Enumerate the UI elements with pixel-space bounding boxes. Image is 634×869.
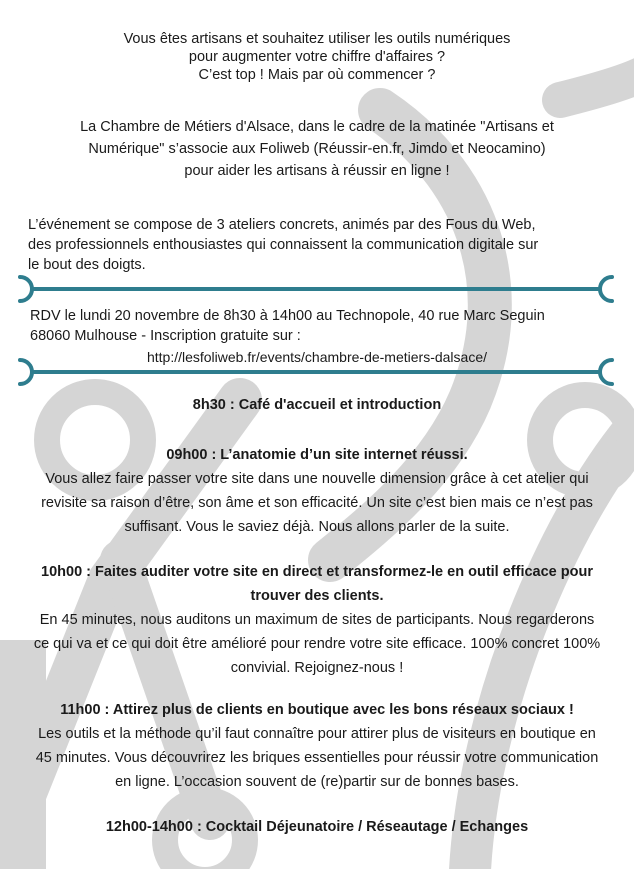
schedule-desc-line: Vous allez faire passer votre site dans une nouvelle dimension grâce à cet atelier qui <box>45 471 589 487</box>
separator-top <box>0 275 634 303</box>
schedule-title: 09h00 : L’anatomie d’un site internet réussi. <box>166 447 468 463</box>
schedule-desc-line: ce qui va et ce qui doit être amélioré pour rendre votre site efficace. 100% concret 100% <box>33 636 601 652</box>
partnership-line: Numérique" s’associe aux Foliweb (Réussir-en.fr, Jimdo et Neocamino) <box>88 141 546 157</box>
schedule-title: 12h00-14h00 : Cocktail Déjeunatoire / Réseautage / Echanges <box>105 819 529 835</box>
schedule-title: 8h30 : Café d'accueil et introduction <box>192 397 442 413</box>
intro-paragraph <box>0 30 634 84</box>
schedule-desc-line: Les outils et la méthode qu’il faut connaître pour attirer plus de visiteurs en boutique en <box>38 726 596 742</box>
rdv-line: 68060 Mulhouse - Inscription gratuite sur : <box>30 328 301 344</box>
schedule-desc-line: revisite sa raison d’être, son âme et son efficacité. Un site c’est bien mais ce n’est pas <box>41 495 593 511</box>
event-line: le bout des doigts. <box>28 257 146 273</box>
rdv-paragraph <box>30 306 620 346</box>
schedule-title: 10h00 : Faites auditer votre site en direct et transformez-le en outil efficace pour <box>41 564 593 580</box>
schedule-item-cocktail <box>0 818 634 836</box>
schedule-desc-line: suffisant. Vous le saviez déjà. Nous allons parler de la suite. <box>124 519 510 535</box>
schedule-desc-line: en ligne. L’occasion souvent de (re)partir sur de bonnes bases. <box>115 774 519 790</box>
partnership-line: pour aider les artisans à réussir en ligne ! <box>184 163 450 179</box>
schedule-item-anatomy <box>0 443 634 539</box>
schedule-desc-line: En 45 minutes, nous auditons un maximum de sites de participants. Nous regarderons <box>39 612 595 628</box>
schedule-title: 11h00 : Attirez plus de clients en boutique avec les bons réseaux sociaux ! <box>60 702 574 718</box>
schedule-item-audit <box>0 560 634 680</box>
intro-line: Vous êtes artisans et souhaitez utiliser les outils numériques <box>123 31 511 47</box>
event-line: L’événement se compose de 3 ateliers concrets, animés par des Fous du Web, <box>28 217 536 233</box>
intro-line: C’est top ! Mais par où commencer ? <box>198 67 436 83</box>
intro-line: pour augmenter votre chiffre d'affaires ? <box>188 49 446 65</box>
schedule-item-welcome <box>0 396 634 414</box>
event-description <box>28 215 618 275</box>
partnership-line: La Chambre de Métiers d'Alsace, dans le cadre de la matinée "Artisans et <box>80 119 554 135</box>
registration-url[interactable]: http://lesfoliweb.fr/events/chambre-de-metiers-dalsace/ <box>146 349 488 365</box>
schedule-title: trouver des clients. <box>250 588 384 604</box>
schedule-item-social <box>0 698 634 794</box>
event-line: des professionnels enthousiastes qui connaissent la communication digitale sur <box>28 237 539 253</box>
schedule-desc-line: convivial. Rejoignez-nous ! <box>230 660 404 676</box>
rdv-line: RDV le lundi 20 novembre de 8h30 à 14h00 au Technopole, 40 rue Marc Seguin <box>30 308 545 324</box>
partnership-paragraph <box>0 116 634 182</box>
separator-bottom <box>0 358 634 386</box>
schedule-desc-line: 45 minutes. Vous découvrirez les briques essentielles pour réussir votre communication <box>35 750 599 766</box>
